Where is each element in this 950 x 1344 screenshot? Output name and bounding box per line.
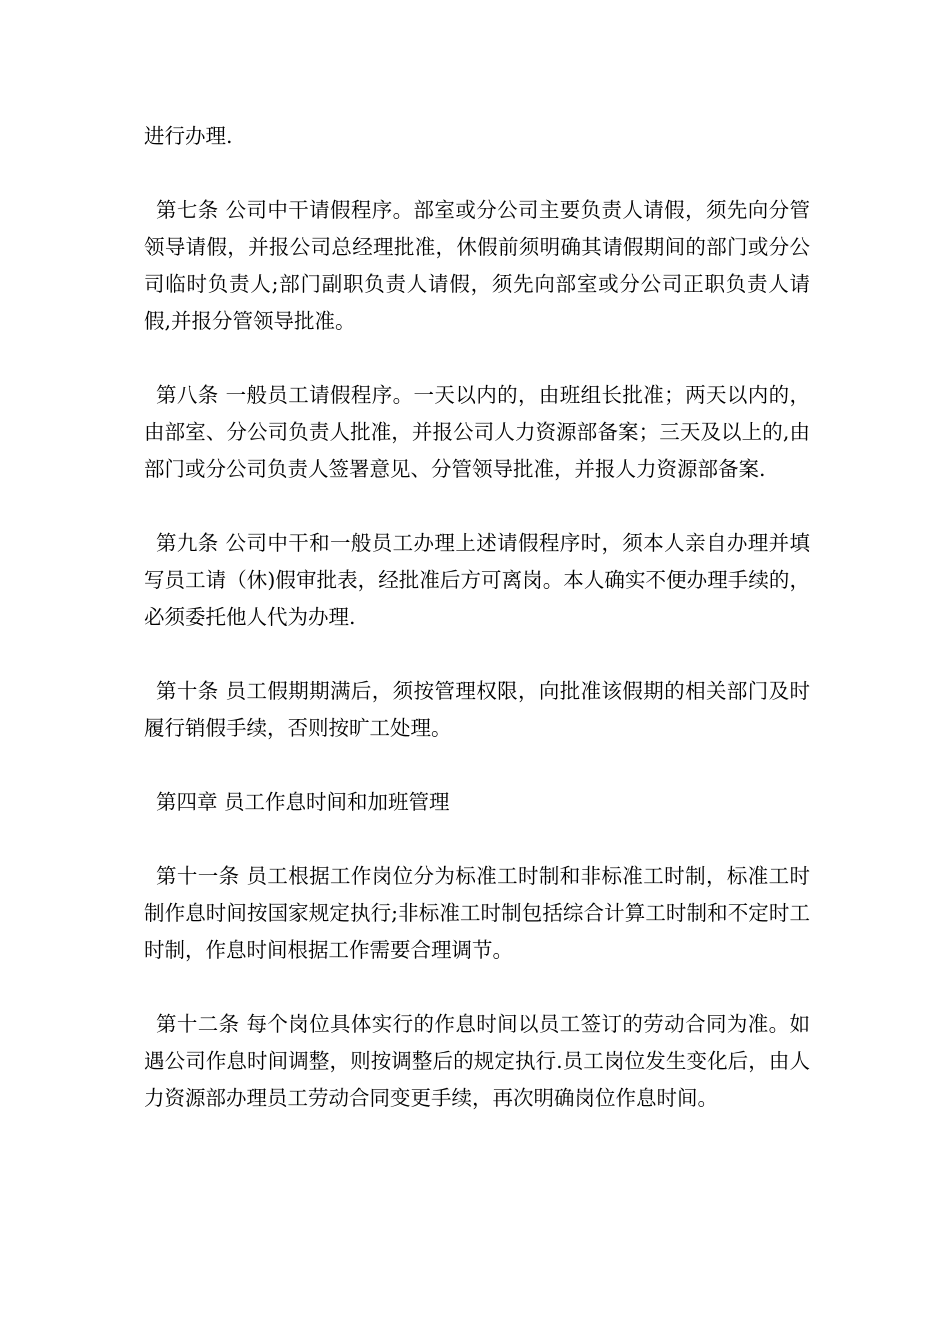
chapter-heading-4: 第四章 员工作息时间和加班管理: [156, 790, 450, 814]
paragraph-article-10: 第十条 员工假期期满后，须按管理权限，向批准该假期的相关部门及时履行销假手续，否则按旷工处理。: [144, 679, 810, 740]
paragraph-article-11: 第十一条 员工根据工作岗位分为标准工时制和非标准工时制，标准工时制作息时间按国家规定执行;非标准工时制包括综合计算工时制和不定时工时制，作息时间根据工作需要合理调节。: [144, 864, 810, 962]
document-body: [144, 118, 810, 1154]
paragraph-article-8: 第八条 一般员工请假程序。一天以内的，由班组长批准；两天以内的，由部室、分公司负责人批准，并报公司人力资源部备案；三天及以上的,由部门或分公司负责人签署意见、分管领导批准，并报人力资源部备案.: [144, 383, 810, 481]
paragraph-article-9: 第九条 公司中干和一般员工办理上述请假程序时，须本人亲自办理并填写员工请（休)假审批表，经批准后方可离岗。本人确实不便办理手续的，必须委托他人代为办理.: [144, 531, 810, 629]
paragraph-article-7: 第七条 公司中干请假程序。部室或分公司主要负责人请假，须先向分管领导请假，并报公司总经理批准，休假前须明确其请假期间的部门或分公司临时负责人;部门副职负责人请假，须先向部室或分公司正职负责人请假,并报分管领导批准。: [144, 198, 810, 333]
paragraph-article-12: 第十二条 每个岗位具体实行的作息时间以员工签订的劳动合同为准。如遇公司作息时间调整，则按调整后的规定执行.员工岗位发生变化后，由人力资源部办理员工劳动合同变更手续，再次明确岗位作息时间。: [144, 1012, 810, 1110]
paragraph-continuation: 进行办理.: [144, 124, 233, 148]
